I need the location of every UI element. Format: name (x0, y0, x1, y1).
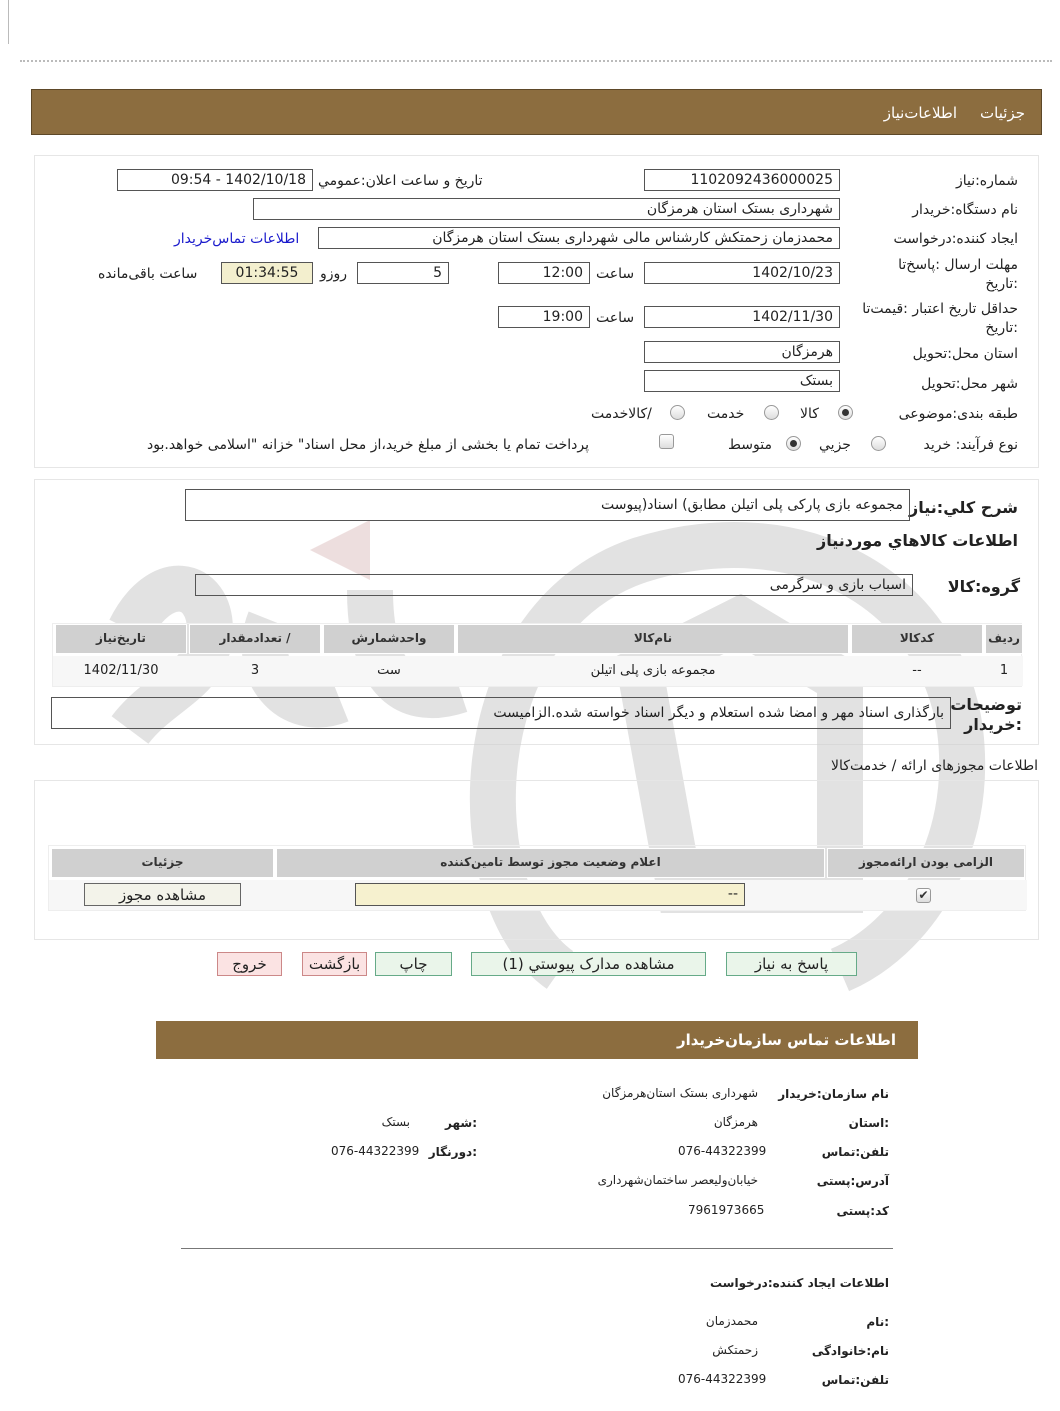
buyer-label: نام دستگاه:خریدار (912, 202, 1018, 218)
exit-button[interactable]: خروج (217, 952, 282, 976)
deadline-time-label: ساعت (596, 266, 635, 282)
validity-time-label: ساعت (596, 310, 635, 326)
validity-date-field: 1402/11/30 (644, 306, 840, 328)
goods-info-title: اطلاعات کالاهاي موردنیاز (817, 531, 1018, 550)
process-option-minor: جزیي (819, 437, 851, 453)
announce-field: 1402/10/18 - 09:54 (117, 169, 313, 191)
creator-field: محمدزمان زحمتکش کارشناس مالی شهرداری بستک استان هرمزگان (318, 227, 840, 249)
category-option-both: /کالاخدمت (591, 406, 652, 422)
contact-buyer-link[interactable]: اطلاعات تماس‌خریدار (174, 231, 300, 247)
category-option-service: خدمت (707, 406, 745, 422)
need-number-field: 1102092436000025 (644, 169, 840, 191)
category-radio-service[interactable] (764, 405, 779, 420)
org-province-value: هرمزگان (713, 1115, 758, 1129)
tab-details[interactable]: جزئیات (980, 104, 1025, 122)
days-label: روزو (320, 266, 348, 282)
province-field: هرمزگان (644, 341, 840, 363)
process-radio-medium[interactable] (786, 436, 801, 451)
org-fax-value: 076-44322399 (331, 1144, 420, 1158)
col-quantity: / تعدادمقدار (189, 624, 321, 654)
buyer-notes-label-suffix: :خریدار (964, 715, 1022, 734)
days-field: 5 (357, 262, 449, 284)
city-label: شهر محل:تحویل (921, 376, 1018, 392)
treasury-payment-text: پرداخت تمام یا بخشی از مبلغ خرید،از محل اسناد" خزانه "اسلامی خواهد.بود (147, 437, 590, 453)
header-bar (31, 89, 1042, 135)
org-province-label: :استان (848, 1116, 889, 1130)
remaining-label: ساعت باقی‌مانده (98, 266, 198, 282)
category-label: طبقه بندی:موضوعی (898, 406, 1018, 422)
deadline-time-field: 12:00 (498, 262, 590, 284)
contact-divider (181, 1248, 893, 1249)
org-city-label: :شهر (445, 1116, 477, 1130)
reply-button[interactable]: پاسخ به نیاز (726, 952, 857, 976)
permit-required-checkbox[interactable]: ✔ (916, 888, 931, 903)
deadline-label: مهلت ارسال :پاسخ‌تا (898, 257, 1018, 273)
creator-first-name-label: :نام (866, 1315, 889, 1329)
cell-quantity: 3 (250, 663, 260, 678)
creator-first-name-value: محمدزمان (705, 1314, 758, 1328)
remaining-timer: 01:34:55 (221, 262, 313, 284)
permits-table (48, 845, 1026, 911)
announce-label: تاریخ و ساعت اعلان:عمومي (318, 173, 483, 189)
category-option-goods: کالا (800, 406, 819, 422)
org-contact-header (156, 1021, 918, 1059)
buyer-notes-label: توضیحات (950, 695, 1022, 714)
org-name-label: نام سازمان:خریدار (778, 1087, 889, 1101)
goods-group-label: گروه:کالا (947, 577, 1020, 596)
description-field: مجموعه بازی پارکی پلی اتیلن مطابق) اسناد(پیوست (185, 489, 910, 521)
org-phone-value: 076-44322399 (678, 1144, 767, 1158)
goods-group-field: اسباب بازی و سرگرمی (195, 574, 913, 596)
left-border-line (8, 0, 9, 44)
col-unit: واحدشمارش (323, 624, 455, 654)
treasury-payment-checkbox[interactable] (659, 434, 674, 449)
org-city-value: بستک (381, 1115, 410, 1129)
need-number-label: شماره:نیاز (955, 173, 1018, 189)
org-phone-label: تلفن:تماس (821, 1145, 889, 1159)
creator-phone-label: تلفن:تماس (821, 1373, 889, 1387)
back-button[interactable]: بازگشت (302, 952, 367, 976)
org-fax-label: :دورنگار (428, 1145, 477, 1159)
org-address-label: آدرس:پستی (816, 1174, 889, 1188)
org-contact-title: اطلاعات تماس سازمان‌خریدار (676, 1031, 896, 1049)
tab-need-info[interactable]: اطلاعات‌نیاز (883, 104, 957, 122)
category-radio-goods[interactable] (838, 405, 853, 420)
col-permit-status: اعلام وضعیت مجوز توسط تامین‌کننده (276, 848, 825, 878)
city-field: بستک (644, 370, 840, 392)
permit-row (49, 880, 1027, 910)
col-permit-required: الزامی بودن ارائه‌مجوز (827, 848, 1025, 878)
view-permit-button[interactable]: مشاهده مجوز (84, 883, 241, 906)
creator-info-title: اطلاعات ایجاد کننده:درخواست (709, 1276, 889, 1290)
org-address-value: خیابان‌ولیعصر ساختمان‌شهرداری (597, 1173, 758, 1187)
permit-status-field: -- (355, 883, 745, 906)
validity-label-date: :تاریخ (985, 320, 1018, 336)
process-option-medium: متوسط (728, 437, 772, 453)
validity-label: حداقل تاریخ اعتبار :قیمت‌تا (862, 301, 1018, 317)
deadline-date-field: 1402/10/23 (644, 262, 840, 284)
top-dotted-divider (20, 60, 1052, 62)
deadline-label-date: :تاریخ (985, 276, 1018, 292)
col-goods-code: کدکالا (851, 624, 983, 654)
col-row-number: ردیف (985, 624, 1023, 654)
cell-row-number: 1 (999, 663, 1009, 678)
cell-unit: ست (377, 663, 401, 678)
org-name-value: شهرداری بستک استان‌هرمزگان (602, 1086, 758, 1100)
cell-need-date: 1402/11/30 (83, 663, 159, 678)
process-label: نوع فرآیند: خرید (923, 437, 1018, 453)
col-need-date: تاریخ‌نیاز (55, 624, 187, 654)
category-radio-both[interactable] (670, 405, 685, 420)
buyer-notes-field: بارگذاری اسناد مهر و امضا شده استعلام و دیگر اسناد خواسته شده.الزامیست (51, 697, 951, 729)
cell-goods-name: مجموعه بازی پلی اتیلن (590, 663, 716, 678)
process-radio-minor[interactable] (871, 436, 886, 451)
creator-label: ایجاد کننده:درخواست (893, 231, 1018, 247)
buyer-field: شهرداری بستک استان هرمزگان (253, 198, 840, 220)
validity-time-field: 19:00 (498, 306, 590, 328)
permits-title: اطلاعات مجوزهای ارائه / خدمت‌کالا (831, 758, 1038, 774)
attachments-button[interactable]: مشاهده مدارک پیوستي (1) (471, 952, 706, 976)
creator-phone-value: 076-44322399 (678, 1372, 767, 1386)
province-label: استان محل:تحویل (912, 346, 1018, 362)
table-row (53, 656, 1023, 686)
org-postal-value: 7961973665 (688, 1203, 765, 1217)
org-postal-label: کد:پستی (836, 1204, 889, 1218)
col-goods-name: نام‌کالا (457, 624, 849, 654)
creator-last-name-label: نام:خانوادگی (811, 1344, 889, 1358)
description-label: شرح کلي:نیاز (909, 498, 1018, 517)
goods-table (52, 623, 1022, 687)
print-button[interactable]: چاپ (375, 952, 452, 976)
col-permit-details: جزئیات (51, 848, 274, 878)
cell-goods-code: -- (912, 663, 922, 678)
creator-last-name-value: زحمتکش (712, 1343, 758, 1357)
